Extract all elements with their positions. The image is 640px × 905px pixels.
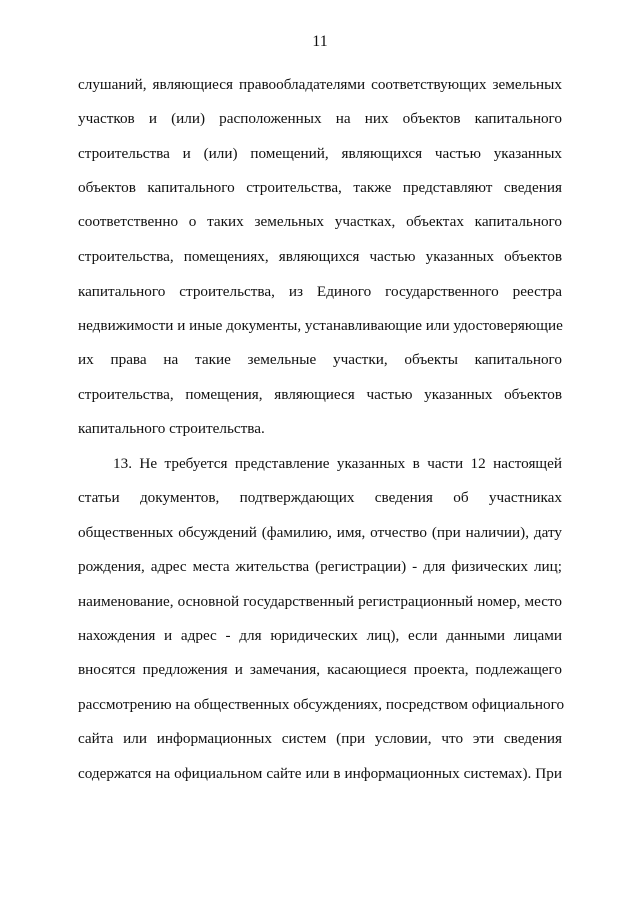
- text-line: вносятся предложения и замечания, касающиеся проекта, подлежащего: [78, 661, 562, 678]
- text-line: капитального строительства, из Единого государственного реестра: [78, 283, 562, 300]
- text-line: рождения, адрес места жительства (регистрации) - для физических лиц;: [78, 558, 562, 575]
- text-line: строительства и (или) помещений, являющихся частью указанных: [78, 145, 562, 162]
- text-line: капитального строительства.: [78, 420, 265, 437]
- text-line: строительства, помещения, являющиеся частью указанных объектов: [78, 386, 562, 403]
- text-line: строительства, помещениях, являющихся частью указанных объектов: [78, 248, 562, 265]
- text-line: статьи документов, подтверждающих сведения об участниках: [78, 489, 562, 506]
- text-line: недвижимости и иные документы, устанавливающие или удостоверяющие: [78, 317, 563, 334]
- text-line: слушаний, являющиеся правообладателями соответствующих земельных: [78, 76, 562, 93]
- text-line: нахождения и адрес - для юридических лиц), если данными лицами: [78, 627, 562, 644]
- page-number: 11: [312, 33, 328, 50]
- text-line: общественных обсуждений (фамилию, имя, отчество (при наличии), дату: [78, 524, 562, 541]
- text-line: рассмотрению на общественных обсуждениях, посредством официального: [78, 696, 565, 713]
- text-line: участков и (или) расположенных на них объектов капитального: [78, 110, 562, 127]
- text-line: 13. Не требуется представление указанных в части 12 настоящей: [113, 455, 562, 472]
- text-line: содержатся на официальном сайте или в информационных системах). При: [78, 765, 562, 782]
- text-line: наименование, основной государственный регистрационный номер, место: [78, 593, 562, 610]
- text-line: их права на такие земельные участки, объекты капитального: [78, 351, 562, 368]
- text-line: сайта или информационных систем (при условии, что эти сведения: [78, 730, 562, 747]
- text-line: соответственно о таких земельных участках, объектах капитального: [78, 213, 562, 230]
- text-line: объектов капитального строительства, также представляют сведения: [78, 179, 562, 196]
